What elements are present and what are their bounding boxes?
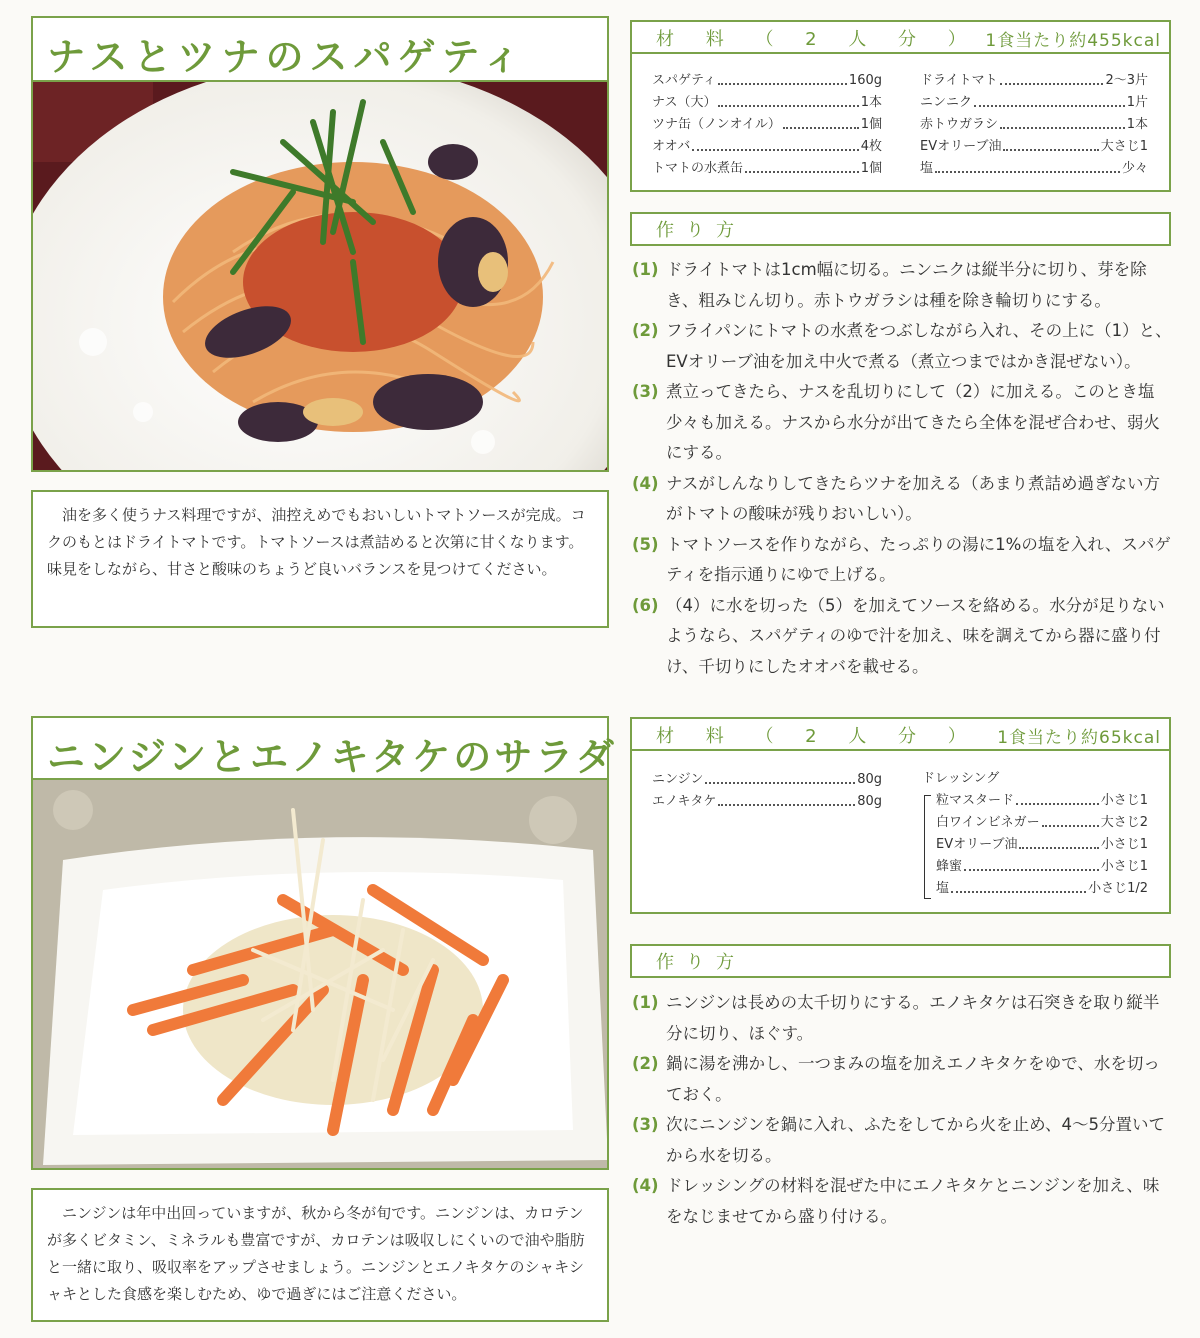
recipe2-title-box bbox=[31, 716, 617, 780]
ingredient-amount: 1個 bbox=[860, 161, 882, 176]
step-item bbox=[632, 988, 1172, 1049]
step-text: ドレッシングの材料を混ぜた中にエノキタケとニンジンを加え、味をなじませてから盛り付ける。 bbox=[666, 1176, 1160, 1226]
step-item bbox=[632, 377, 1172, 469]
ingredient-row bbox=[652, 114, 882, 136]
recipe1-ingredients-header bbox=[632, 22, 1169, 54]
ingredient-name: エノキタケ bbox=[652, 794, 717, 809]
ingredient-name: オオバ bbox=[652, 139, 691, 154]
step-number: (4) bbox=[632, 1176, 659, 1195]
ingredient-row bbox=[652, 70, 882, 92]
recipe1-photo bbox=[31, 82, 609, 472]
recipe2-kcal: 1食当たり約65kcal bbox=[997, 728, 1161, 748]
leader-dots bbox=[783, 114, 859, 129]
step-text: 次にニンジンを鍋に入れ、ふたをしてから火を止め、4〜5分置いてから水を切る。 bbox=[666, 1115, 1166, 1165]
ingredient-amount: 小さじ1/2 bbox=[1088, 881, 1148, 896]
leader-dots bbox=[745, 158, 859, 173]
ingredient-row bbox=[936, 834, 1148, 856]
step-text: （4）に水を切った（5）を加えてソースを絡める。水分が足りないようなら、スパゲティのゆで汁を加え、味を調えてから器に盛り付け、千切りにしたオオバを載せる。 bbox=[666, 595, 1165, 676]
step-text: 煮立ってきたら、ナスを乱切りにして（2）に加える。このとき塩少々も加える。ナスから水分が出てきたら全体を混ぜ合わせ、弱火にする。 bbox=[666, 382, 1160, 462]
leader-dots bbox=[951, 878, 1086, 893]
ingredient-amount: 80g bbox=[857, 772, 882, 787]
step-item bbox=[632, 316, 1172, 377]
ingredient-amount: 1個 bbox=[860, 117, 882, 132]
ingredient-name: ドライトマト bbox=[920, 73, 998, 88]
recipe1-title-box bbox=[31, 16, 609, 82]
step-number: (1) bbox=[632, 260, 659, 279]
step-text: フライパンにトマトの水煮をつぶしながら入れ、その上に（1）と、EVオリーブ油を加え中火で煮る（煮立つまではかき混ぜない）。 bbox=[666, 321, 1172, 371]
recipe1-description: 油を多く使うナス料理ですが、油控えめでもおいしいトマトソースが完成。コクのもとはドライトマトです。トマトソースは煮詰めると次第に甘くなります。味見をしながら、甘さと酸味のちょうど良いバランスを見つけてください。 bbox=[31, 490, 609, 628]
recipe2-photo bbox=[31, 780, 609, 1170]
leader-dots bbox=[974, 92, 1125, 107]
step-number: (3) bbox=[632, 1115, 659, 1134]
ingredient-row bbox=[920, 114, 1148, 136]
ingredient-row bbox=[936, 790, 1148, 812]
ingredient-row bbox=[920, 158, 1148, 180]
step-number: (1) bbox=[632, 993, 659, 1012]
step-text: ニンジンは長めの太千切りにする。エノキタケは石突きを取り縦半分に切り、ほぐす。 bbox=[666, 993, 1160, 1043]
ingredient-name: トマトの水煮缶 bbox=[652, 161, 744, 176]
ingredient-amount: 小さじ1 bbox=[1100, 837, 1148, 852]
step-number: (4) bbox=[632, 473, 659, 493]
recipe1-method-label: 作り方 bbox=[656, 220, 746, 241]
recipe1-ingredients-label: 材 料 （ 2 人 分 ） bbox=[656, 29, 979, 50]
step-text: トマトソースを作りながら、たっぷりの湯に1%の塩を入れ、スパゲティを指示通りにゆで上げる。 bbox=[666, 534, 1171, 584]
ingredient-name: EVオリーブ油 bbox=[936, 837, 1018, 852]
ingredient-name: ニンニク bbox=[920, 95, 973, 110]
ingredient-amount: 80g bbox=[857, 794, 882, 809]
ingredient-name: ツナ缶（ノンオイル） bbox=[652, 117, 781, 132]
recipe2-ingredients-label: 材 料 （ 2 人 分 ） bbox=[656, 726, 979, 747]
ingredient-name: EVオリーブ油 bbox=[920, 139, 1002, 154]
step-item bbox=[632, 591, 1172, 683]
ingredient-name: スパゲティ bbox=[652, 73, 716, 88]
step-text: ドライトマトは1cm幅に切る。ニンニクは縦半分に切り、芽を除き、粗みじん切り。赤トウガラシは種を除き輪切りにする。 bbox=[666, 260, 1147, 310]
recipe2-dressing-list bbox=[936, 790, 1148, 900]
leader-dots bbox=[1000, 70, 1104, 85]
leader-dots bbox=[718, 92, 858, 107]
step-number: (2) bbox=[632, 1054, 659, 1073]
ingredient-amount: 少々 bbox=[1121, 161, 1148, 176]
ingredient-name: 塩 bbox=[936, 881, 950, 896]
step-number: (6) bbox=[632, 595, 659, 615]
ingredient-amount: 1本 bbox=[860, 95, 882, 110]
leader-dots bbox=[1019, 834, 1098, 849]
step-text: 鍋に湯を沸かし、一つまみの塩を加えエノキタケをゆで、水を切っておく。 bbox=[666, 1054, 1160, 1104]
ingredient-amount: 小さじ1 bbox=[1100, 793, 1148, 808]
step-item bbox=[632, 469, 1172, 530]
leader-dots bbox=[718, 791, 855, 806]
recipe1-ingredients-box bbox=[630, 20, 1171, 192]
recipe2-description: ニンジンは年中出回っていますが、秋から冬が旬です。ニンジンは、カロテンが多くビタミン、ミネラルも豊富ですが、カロテンは吸収しにくいので油や脂肪と一緒に取り、吸収率をアップさせましょう。ニンジンとエノキタケのシャキシャキとした食感を楽しむため、ゆで過ぎにはご注意ください。 bbox=[31, 1188, 609, 1322]
step-item bbox=[632, 255, 1172, 316]
ingredient-name: 蜂蜜 bbox=[936, 859, 963, 874]
step-number: (2) bbox=[632, 321, 659, 340]
ingredient-name: 塩 bbox=[920, 161, 934, 176]
leader-dots bbox=[705, 769, 855, 784]
ingredient-name: 白ワインビネガー bbox=[936, 815, 1040, 830]
leader-dots bbox=[935, 158, 1120, 173]
leader-dots bbox=[1016, 790, 1099, 805]
recipe1-kcal: 1食当たり約455kcal bbox=[985, 31, 1161, 51]
recipe1-steps bbox=[632, 255, 1172, 682]
step-number: (3) bbox=[632, 382, 659, 401]
leader-dots bbox=[718, 70, 847, 85]
ingredient-row bbox=[652, 791, 882, 813]
ingredient-row bbox=[652, 769, 882, 791]
step-item bbox=[632, 1049, 1172, 1110]
recipe1-ingredients-left bbox=[652, 70, 882, 180]
recipe2-method-header bbox=[630, 944, 1171, 978]
leader-dots bbox=[1042, 812, 1099, 827]
recipe2-steps bbox=[632, 988, 1172, 1232]
ingredient-row bbox=[920, 136, 1148, 158]
recipe2-ingredients-header bbox=[632, 719, 1169, 751]
recipe2-method-label: 作り方 bbox=[656, 952, 746, 973]
ingredient-amount: 1片 bbox=[1126, 95, 1148, 110]
recipe1-title: ナスとツナのスパゲティ bbox=[47, 34, 527, 79]
ingredient-amount: 小さじ1 bbox=[1100, 859, 1148, 874]
recipe2-title: ニンジンとエノキタケのサラダ bbox=[47, 734, 617, 779]
ingredient-amount: 1本 bbox=[1126, 117, 1148, 132]
dressing-bracket bbox=[924, 795, 931, 899]
ingredient-name: 粒マスタード bbox=[936, 793, 1015, 808]
recipe1-ingredients-right bbox=[920, 70, 1148, 180]
ingredient-amount: 大さじ1 bbox=[1100, 139, 1148, 154]
ingredient-row bbox=[920, 92, 1148, 114]
recipe2-ingredients-box bbox=[630, 717, 1171, 914]
step-item bbox=[632, 1171, 1172, 1232]
dressing-label: ドレッシング bbox=[922, 771, 1000, 786]
leader-dots bbox=[692, 136, 858, 151]
ingredient-row bbox=[652, 158, 882, 180]
recipe1-method-header bbox=[630, 212, 1171, 246]
ingredient-amount: 2〜3片 bbox=[1105, 73, 1148, 88]
step-number: (5) bbox=[632, 534, 659, 554]
step-item bbox=[632, 530, 1172, 591]
recipe2-ingredients-left bbox=[652, 769, 882, 813]
ingredient-row bbox=[936, 812, 1148, 834]
ingredient-row bbox=[652, 136, 882, 158]
step-item bbox=[632, 1110, 1172, 1171]
ingredient-amount: 大さじ2 bbox=[1100, 815, 1148, 830]
leader-dots bbox=[964, 856, 1099, 871]
ingredient-row bbox=[652, 92, 882, 114]
ingredient-row bbox=[936, 856, 1148, 878]
ingredient-amount: 160g bbox=[848, 73, 882, 88]
ingredient-row bbox=[920, 70, 1148, 92]
step-text: ナスがしんなりしてきたらツナを加える（あまり煮詰め過ぎない方がトマトの酸味が残りおいしい）。 bbox=[666, 473, 1161, 523]
ingredient-name: ニンジン bbox=[652, 772, 704, 787]
ingredient-name: 赤トウガラシ bbox=[920, 117, 999, 132]
ingredient-row bbox=[936, 878, 1148, 900]
ingredient-amount: 4枚 bbox=[860, 139, 882, 154]
leader-dots bbox=[1000, 114, 1125, 129]
leader-dots bbox=[1003, 136, 1098, 151]
ingredient-name: ナス（大） bbox=[652, 95, 717, 110]
